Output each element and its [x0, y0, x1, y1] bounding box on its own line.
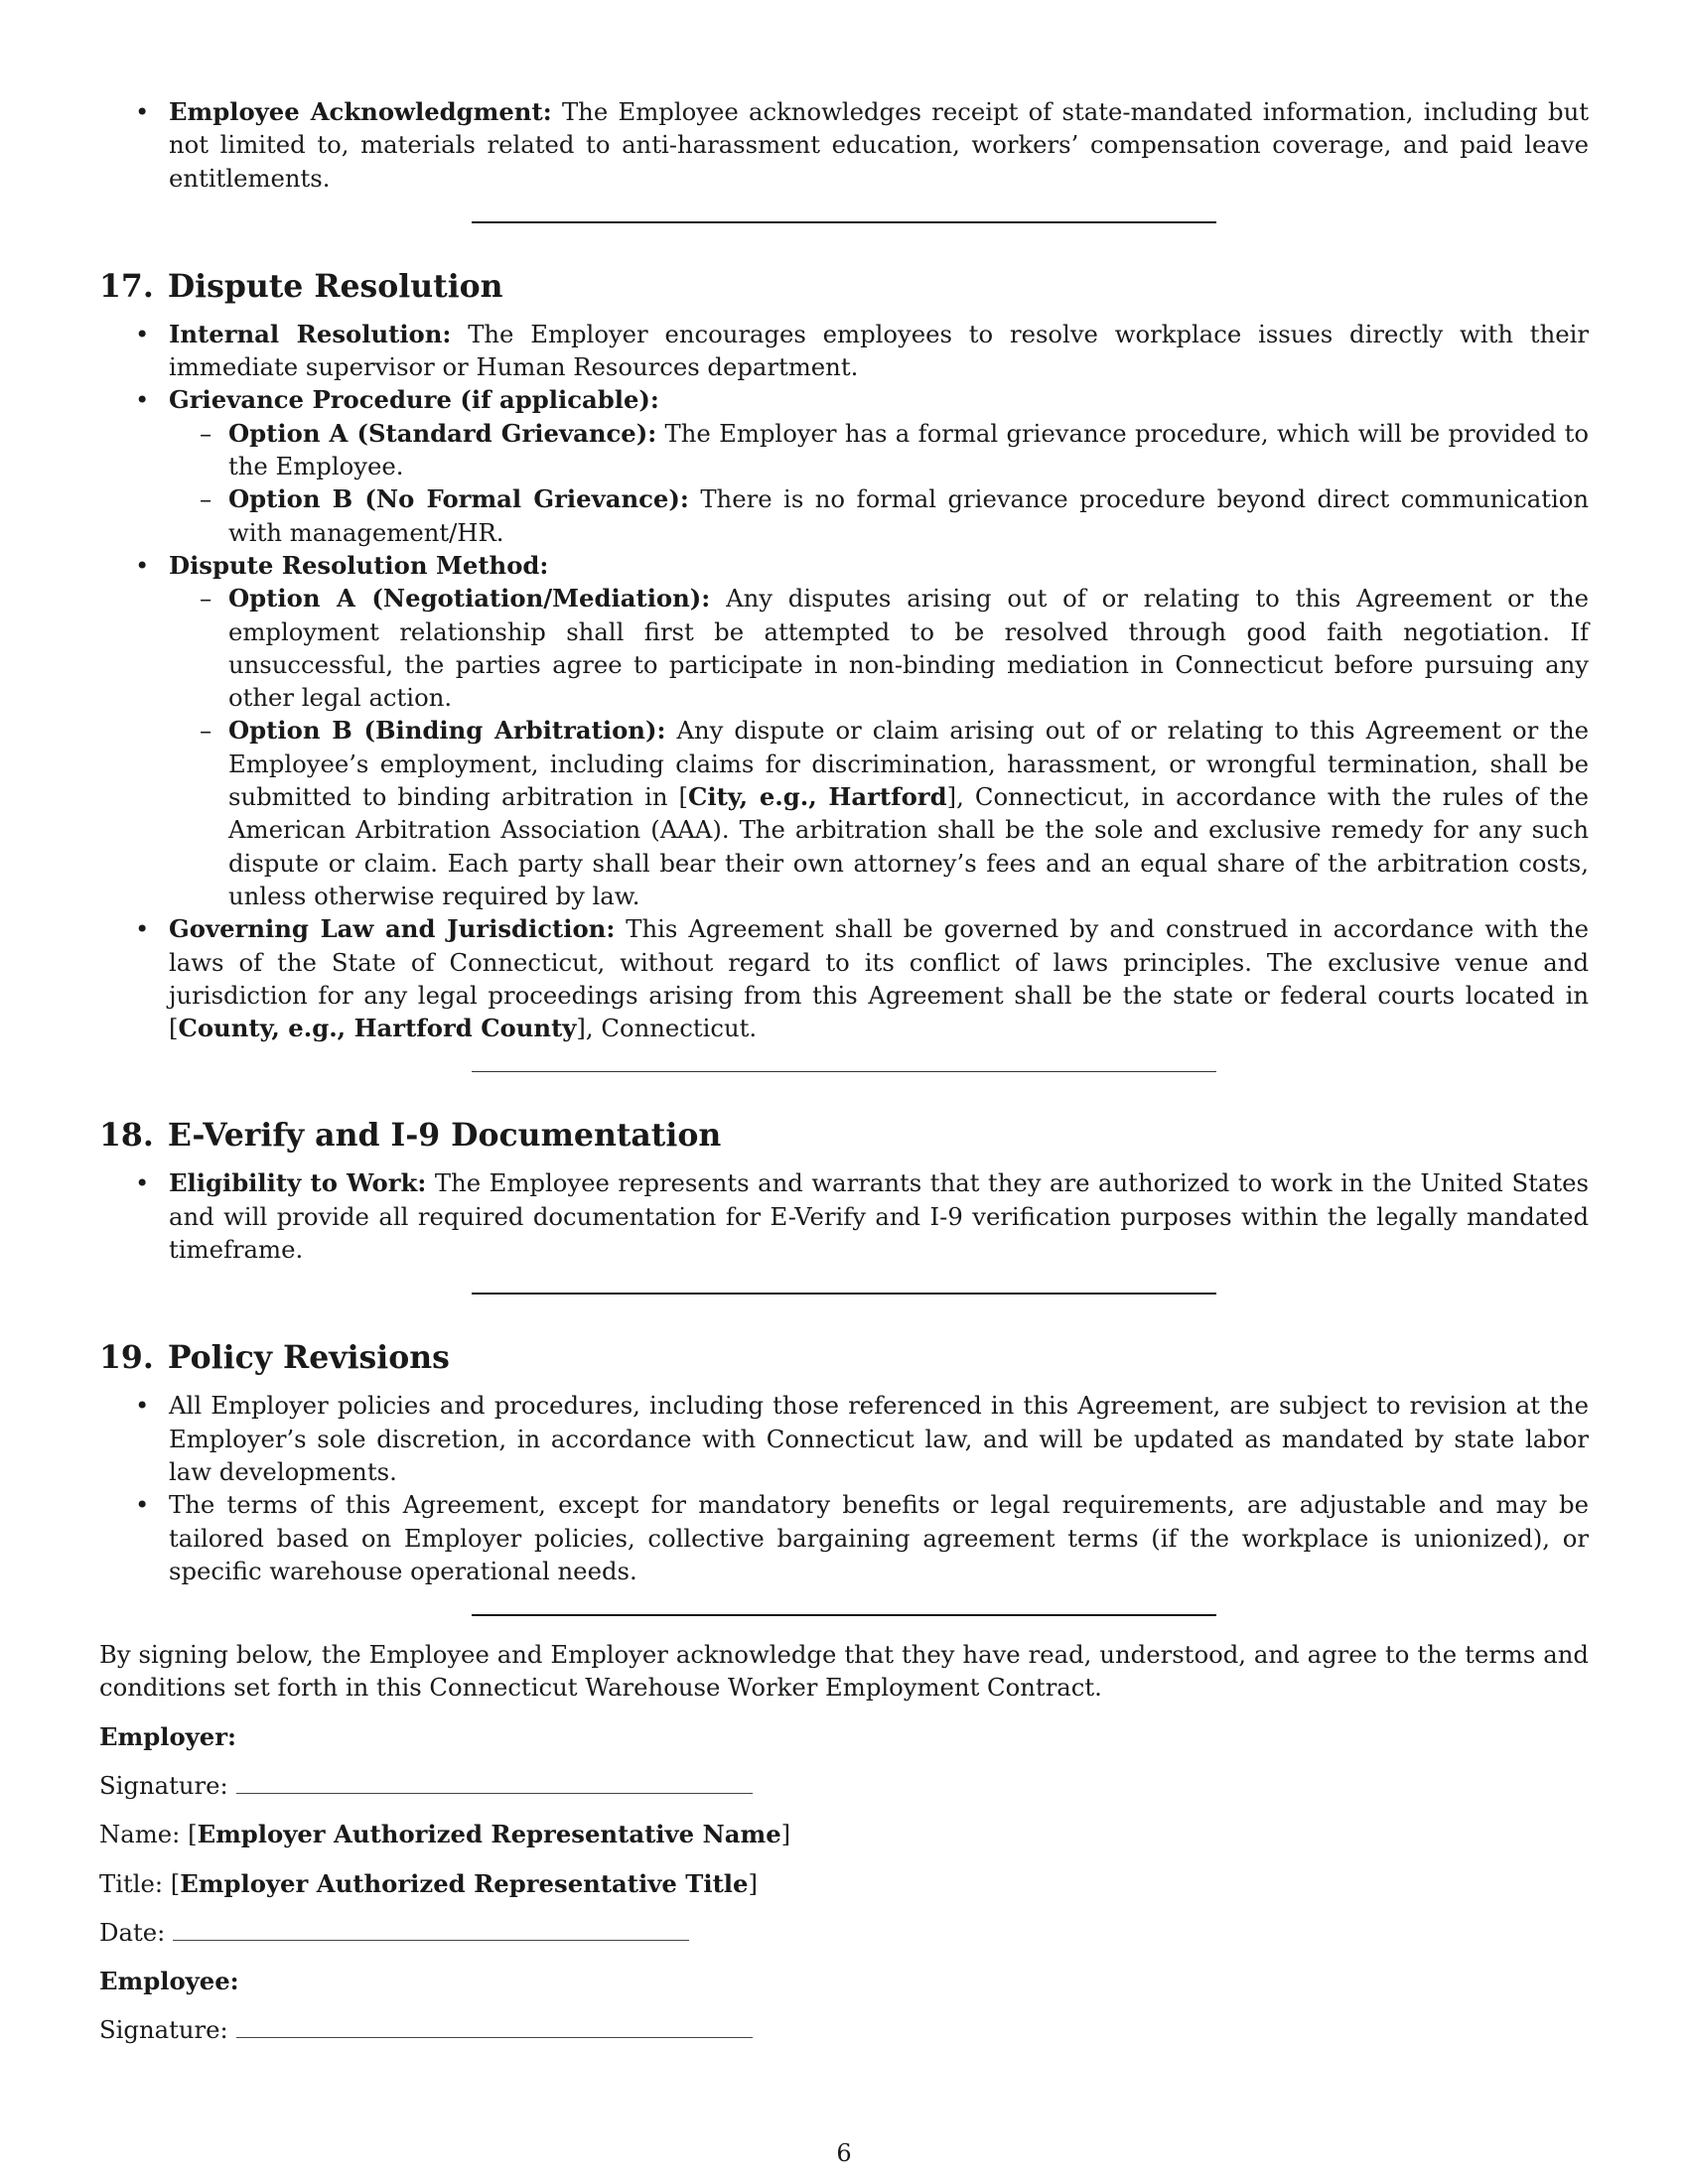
placeholder-county: County, e.g., Hartford County	[178, 1014, 577, 1043]
list-item	[169, 582, 1589, 714]
list-item: • All Employer policies and procedures, including those referenced in this Agreement, are subject to revision at the Employer’s sole discretion, in accordance with Connecticut law, and will be updated as mandated by state labor law developments.	[99, 1389, 1589, 1488]
list-item	[169, 482, 1589, 549]
list-item	[99, 912, 1589, 1044]
bullet-text: This Agreement shall be governed by and construed in accordance with the laws of the State of Connecticut, without regard to its conflict of laws principles. The exclusive venue and jurisdiction for any legal proceedings arising from this Agreement shall be the state or federal courts located in [	[169, 914, 1589, 1043]
list-item: • The terms of this Agreement, except for mandatory benefits or legal requirements, are adjustable and may be tailored based on Employer policies, collective bargaining agreement terms (if the workplace is unionized), or specific warehouse operational needs.	[99, 1488, 1589, 1587]
signature-label: Signature:	[99, 1770, 228, 1800]
bullet-text: The Employer encourages employees to resolve workplace issues directly with their immediate supervisor or Human Resources department.	[169, 319, 1589, 382]
option-text: Any disputes arising out of or relating to this Agreement or the employment relationship shall first be attempted to be resolved through good faith negotiation. If unsuccessful, the parties agree to participate in non-binding mediation in Connecticut before pursuing any other legal action.	[228, 584, 1589, 713]
list-item	[99, 95, 1589, 195]
employer-signature-row	[99, 1769, 1589, 1802]
section-19-list	[99, 1389, 1589, 1587]
section-19-heading: 19. Policy Revisions	[99, 1339, 450, 1377]
list-item	[169, 714, 1589, 912]
title-value: Employer Authorized Representative Title	[180, 1868, 749, 1898]
section-18-heading: 18. E-Verify and I-9 Documentation	[99, 1117, 722, 1155]
employer-name-row: Name: [Employer Authorized Representative Name]	[99, 1820, 791, 1849]
bullet-label: Governing Law and Jurisdiction:	[169, 914, 616, 944]
employer-date-row	[99, 1916, 1589, 1949]
option-text: The Employer has a formal grievance procedure, which will be provided to the Employee.	[228, 418, 1589, 481]
section-17-heading: 17. Dispute Resolution	[99, 267, 503, 305]
option-text: ], Connecticut, in accordance with the rules of the American Arbitration Association (AAA). The arbitration shall be the sole and exclusive remedy for any such dispute or claim. Each party shall bear their own attorney’s fees and an equal share of the arbitration costs, unless otherwise required by law.	[228, 782, 1589, 910]
option-label: Option B (No Formal Grievance):	[228, 484, 689, 514]
list-item	[99, 383, 1589, 548]
name-value: Employer Authorized Representative Name	[197, 1820, 781, 1849]
bullet-label: Employee Acknowledgment:	[169, 97, 552, 126]
employer-title-row: Title: [Employer Authorized Representative Title]	[99, 1868, 758, 1898]
bullet-label: Grievance Procedure (if applicable):	[169, 385, 659, 415]
employer-label: Employer:	[99, 1721, 236, 1751]
bullet-text: The Employee represents and warrants that they are authorized to work in the United States and will provide all required documentation for E-Verify and I-9 verification purposes within the legally mandated timeframe.	[169, 1168, 1589, 1265]
name-label: Name:	[99, 1820, 181, 1849]
grievance-options	[169, 417, 1589, 549]
option-label: Option B (Binding Arbitration):	[228, 716, 666, 746]
method-options	[169, 582, 1589, 912]
date-label: Date:	[99, 1917, 166, 1947]
page-number: 6	[836, 2139, 852, 2167]
document-page	[99, 95, 1589, 2047]
bullet-label: Eligibility to Work:	[169, 1168, 427, 1198]
list-item	[99, 549, 1589, 912]
option-text: Any dispute or claim arising out of or relating to this Agreement or the Employee’s employment, including claims for discrimination, harassment, or wrongful termination, shall be submitted to binding arbitration in [	[228, 716, 1589, 812]
list-item	[169, 417, 1589, 483]
employee-signature-row	[99, 2013, 1589, 2046]
employee-signature-line[interactable]	[236, 2017, 753, 2038]
option-text: There is no formal grievance procedure beyond direct communication with management/HR.	[228, 484, 1589, 547]
section-18-list	[99, 1166, 1589, 1266]
employer-signature-line[interactable]	[236, 1773, 753, 1794]
employee-label: Employee:	[99, 1967, 239, 1996]
option-label: Option A (Standard Grievance):	[228, 418, 657, 448]
placeholder-city: City, e.g., Hartford	[688, 782, 947, 812]
title-label: Title:	[99, 1868, 164, 1898]
bullet-label: Dispute Resolution Method:	[169, 550, 549, 580]
bullet-text: The Employee acknowledges receipt of state-mandated information, including but not limited to, materials related to anti-harassment education, workers’ compensation coverage, and paid leave entitlements.	[169, 97, 1589, 193]
closing-text: By signing below, the Employee and Employer acknowledge that they have read, understood, and agree to the terms and conditions set forth in this Connecticut Warehouse Worker Employment Contract.	[99, 1640, 1589, 1703]
list-item	[99, 318, 1589, 384]
bullet-label: Internal Resolution:	[169, 319, 452, 348]
intro-list	[99, 95, 1589, 195]
section-17-list	[99, 318, 1589, 1045]
bullet-text: ], Connecticut.	[576, 1014, 758, 1043]
signature-label: Signature:	[99, 2015, 228, 2045]
date-line[interactable]	[173, 1920, 689, 1941]
list-item	[99, 1166, 1589, 1266]
option-label: Option A (Negotiation/Mediation):	[228, 584, 711, 614]
